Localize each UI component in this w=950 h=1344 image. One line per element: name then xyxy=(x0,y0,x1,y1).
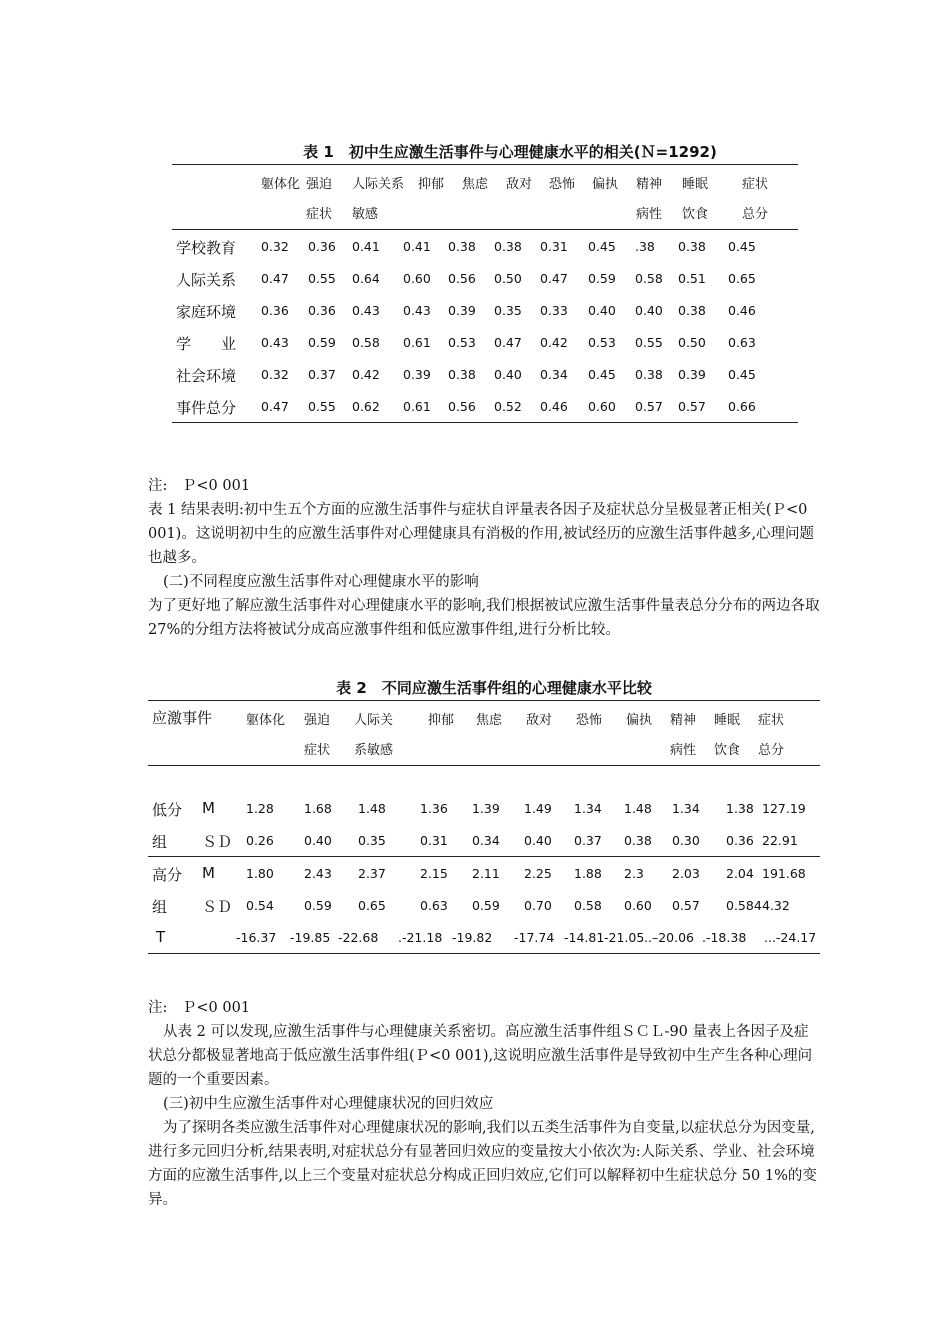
table-2-value-cell: 127.19 xyxy=(762,801,806,816)
table-2-header-cell: 人际关 xyxy=(354,713,394,728)
table-1-value-cell: 0.58 xyxy=(352,335,380,350)
table-2-value-cell: 0.54 xyxy=(246,898,274,913)
table-2-value-cell: 0.60 xyxy=(624,898,652,913)
table-1-value-cell: 0.61 xyxy=(403,399,431,414)
table-1-value-cell: 0.66 xyxy=(728,399,756,414)
table-2-value-cell: 0.65 xyxy=(358,898,386,913)
table-2-stat-label: ＳＤ xyxy=(202,898,233,916)
table-2-value-cell: 4.32 xyxy=(762,898,790,913)
table-2-value-cell: 22.91 xyxy=(762,833,798,848)
table-2-value-cell: 0.63 xyxy=(420,898,448,913)
table-1-value-cell: 0.51 xyxy=(678,271,706,286)
table-1-value-cell: 0.43 xyxy=(261,335,289,350)
table-1-header-cell: 偏执 xyxy=(592,177,619,192)
table-1-value-cell: 0.36 xyxy=(308,239,336,254)
table-1-value-cell: 0.60 xyxy=(588,399,616,414)
table-2-value-cell: 2.37 xyxy=(358,866,386,881)
table-1-row-label: 学 业 xyxy=(176,335,237,353)
table-1-value-cell: 0.43 xyxy=(403,303,431,318)
table-2-header-cell: 敌对 xyxy=(526,713,553,728)
table-1-value-cell: 0.55 xyxy=(308,271,336,286)
table-2-t-row xyxy=(148,921,820,953)
table-1-value-cell: 0.38 xyxy=(448,239,476,254)
table-1-value-cell: 0.38 xyxy=(448,367,476,382)
table-1-value-cell: 0.61 xyxy=(403,335,431,350)
table-2-value-cell: 0.40 xyxy=(524,833,552,848)
table-2-value-cell: 1.36 xyxy=(420,801,448,816)
table-2-value-cell: 2.25 xyxy=(524,866,552,881)
table-1-header-cell: 症状 xyxy=(742,177,769,192)
table-2-header-cell: 系敏感 xyxy=(354,743,394,758)
table-2-value-cell: 0.584 xyxy=(726,898,762,913)
table-2-value-cell: 2.43 xyxy=(304,866,332,881)
table-1-value-cell: 0.57 xyxy=(678,399,706,414)
paragraph-1: 表 1 结果表明:初中生五个方面的应激生活事件与症状自评量表各因子及症状总分呈极显著正相关(Ｐ<0 001)。这说明初中生的应激生活事件对心理健康具有消极的作用,被试经历的应激生活事件越多,心理问题也越多。 xyxy=(148,502,815,566)
table-2-value-cell: 2.04 xyxy=(726,866,754,881)
table-1-value-cell: 0.38 xyxy=(635,367,663,382)
table-1-header-cell: 敏感 xyxy=(352,207,379,222)
table-1-header-cell: 病性 xyxy=(636,207,663,222)
table-1-value-cell: 0.47 xyxy=(261,399,289,414)
table-2-t-value-cell: -14.81 xyxy=(564,930,605,945)
table-1-value-cell: 0.59 xyxy=(588,271,616,286)
table-2-header-cell: 强迫 xyxy=(304,713,331,728)
table-1-row xyxy=(172,262,798,294)
table-1-value-cell: 0.34 xyxy=(540,367,568,382)
table-1-value-cell: 0.64 xyxy=(352,271,380,286)
table-2-value-cell: 1.88 xyxy=(574,866,602,881)
table-2-value-cell: 0.58 xyxy=(574,898,602,913)
table-2-stat-label: M xyxy=(202,864,215,882)
table-1-row xyxy=(172,390,798,422)
table-1-value-cell: 0.50 xyxy=(678,335,706,350)
table-1-value-cell: 0.63 xyxy=(728,335,756,350)
table-1-value-cell: 0.42 xyxy=(352,367,380,382)
table-2-value-cell: 0.30 xyxy=(672,833,700,848)
table-1-header-cell: 强迫 xyxy=(306,177,333,192)
table-2-stat-label: M xyxy=(202,799,215,817)
table-2-t-value-cell: .-21.18 xyxy=(398,930,443,945)
table-1-header-cell: 抑郁 xyxy=(418,177,445,192)
table-1-header-cell: 症状 xyxy=(306,207,333,222)
table-1-row-label: 人际关系 xyxy=(176,271,237,289)
table-2-header-cell: 抑郁 xyxy=(428,713,455,728)
table-1-value-cell: 0.33 xyxy=(540,303,568,318)
table-1-value-cell: 0.62 xyxy=(352,399,380,414)
heading-2: (二)不同程度应激生活事件对心理健康水平的影响 xyxy=(163,574,479,590)
table-1-body xyxy=(172,229,798,423)
table-1-value-cell: 0.42 xyxy=(540,335,568,350)
table-1-header-cell: 精神 xyxy=(636,177,663,192)
table-2-value-cell: 1.39 xyxy=(472,801,500,816)
table-2-header-cell: 躯体化 xyxy=(246,713,286,728)
table-2-value-cell: 2.03 xyxy=(672,866,700,881)
table-2-header xyxy=(148,700,820,765)
table-1-value-cell: 0.45 xyxy=(728,239,756,254)
table-2-row xyxy=(148,857,820,889)
table-1-value-cell: 0.43 xyxy=(352,303,380,318)
table-1-value-cell: 0.53 xyxy=(588,335,616,350)
table-1-row-label: 家庭环境 xyxy=(176,303,237,321)
table-2-t-value-cell: -19.82 xyxy=(452,930,493,945)
table-2-value-cell: 0.38 xyxy=(624,833,652,848)
table-1-caption: 表 1 初中生应激生活事件与心理健康水平的相关(Ｎ=1292) xyxy=(303,143,717,161)
table-2-value-cell: 0.35 xyxy=(358,833,386,848)
table-2-value-cell: 1.80 xyxy=(246,866,274,881)
table-2-header-cell: 焦虑 xyxy=(476,713,503,728)
table-2-t-value-cell: -16.37 xyxy=(236,930,277,945)
table-2-value-cell: 0.59 xyxy=(304,898,332,913)
table-2-t-value-cell: -19.85 xyxy=(290,930,331,945)
table-1-value-cell: 0.36 xyxy=(308,303,336,318)
table-2-header-cell: 偏执 xyxy=(626,713,653,728)
table-1-value-cell: 0.47 xyxy=(494,335,522,350)
section-table-1-discussion xyxy=(148,474,820,642)
table-1-value-cell: 0.32 xyxy=(261,367,289,382)
table-2-group-label: 组 xyxy=(152,898,168,916)
table-2 xyxy=(148,676,820,954)
table-1-value-cell: 0.46 xyxy=(540,399,568,414)
table-1-value-cell: 0.40 xyxy=(494,367,522,382)
table-2-value-cell: 1.68 xyxy=(304,801,332,816)
table-2-value-cell: 0.37 xyxy=(574,833,602,848)
table-2-value-cell: 2.3 xyxy=(624,866,644,881)
table-2-group-label: 组 xyxy=(152,833,168,851)
table-1-value-cell: .38 xyxy=(635,239,655,254)
table-1-value-cell: 0.47 xyxy=(261,271,289,286)
table-2-row xyxy=(148,792,820,824)
table-1-value-cell: 0.35 xyxy=(494,303,522,318)
table-1-value-cell: 0.31 xyxy=(540,239,568,254)
table-2-value-cell: 0.26 xyxy=(246,833,274,848)
table-2-value-cell: 0.40 xyxy=(304,833,332,848)
table-2-value-cell: 1.34 xyxy=(574,801,602,816)
table-1-value-cell: 0.38 xyxy=(678,303,706,318)
table-1-value-cell: 0.36 xyxy=(261,303,289,318)
table-2-value-cell: 1.49 xyxy=(524,801,552,816)
table-1-value-cell: 0.40 xyxy=(635,303,663,318)
table-1-header-cell: 焦虑 xyxy=(462,177,489,192)
table-2-header-cell: 饮食 xyxy=(714,743,741,758)
table-1-value-cell: 0.41 xyxy=(352,239,380,254)
paragraph-3: 从表 2 可以发现,应激生活事件与心理健康关系密切。高应激生活事件组ＳＣＬ-90 量表上各因子及症状总分都极显著地高于低应激生活事件组(Ｐ<0 001),这说明应激生活事件是导致初中生产生各种心理问题的一个重要因素。 xyxy=(148,1024,813,1088)
table-1-header-cell: 恐怖 xyxy=(549,177,576,192)
table-1-value-cell: 0.55 xyxy=(635,335,663,350)
table-1-value-cell: 0.50 xyxy=(494,271,522,286)
table-1-value-cell: 0.39 xyxy=(678,367,706,382)
table-1-value-cell: 0.45 xyxy=(588,239,616,254)
paragraph-2: 为了更好地了解应激生活事件对心理健康水平的影响,我们根据被试应激生活事件量表总分分布的两边各取 27%的分组方法将被试分成高应激事件组和低应激事件组,进行分析比较。 xyxy=(148,598,820,638)
section-table-2-discussion xyxy=(148,996,820,1212)
table-1-value-cell: 0.39 xyxy=(403,367,431,382)
table-1-value-cell: 0.60 xyxy=(403,271,431,286)
table-1-header-cell: 饮食 xyxy=(682,207,709,222)
table-1-value-cell: 0.45 xyxy=(728,367,756,382)
table-2-value-cell: 2.11 xyxy=(472,866,500,881)
table-2-value-cell: 1.48 xyxy=(624,801,652,816)
note-2: 注: Ｐ<0 001 xyxy=(148,1000,251,1016)
table-1-header xyxy=(172,164,798,229)
heading-3: (三)初中生应激生活事件对心理健康状况的回归效应 xyxy=(163,1096,494,1112)
table-1-value-cell: 0.65 xyxy=(728,271,756,286)
table-2-row xyxy=(148,889,820,921)
table-2-value-cell: 0.36 xyxy=(726,833,754,848)
table-1-row xyxy=(172,326,798,358)
table-1-row-label: 社会环境 xyxy=(176,367,237,385)
table-1-value-cell: 0.53 xyxy=(448,335,476,350)
table-1 xyxy=(172,140,798,423)
table-1-value-cell: 0.52 xyxy=(494,399,522,414)
table-2-header-cell: 精神 xyxy=(670,713,697,728)
table-2-value-cell: 1.28 xyxy=(246,801,274,816)
table-1-value-cell: 0.40 xyxy=(588,303,616,318)
table-2-value-cell: 1.38 xyxy=(726,801,754,816)
table-2-header-cell: 症状 xyxy=(304,743,331,758)
table-1-value-cell: 0.38 xyxy=(678,239,706,254)
table-1-value-cell: 0.47 xyxy=(540,271,568,286)
table-2-value-cell: 191.68 xyxy=(762,866,806,881)
table-2-t-value-cell: ...-24.17 xyxy=(764,930,817,945)
table-2-value-cell: 2.15 xyxy=(420,866,448,881)
table-1-value-cell: 0.55 xyxy=(308,399,336,414)
table-1-value-cell: 0.46 xyxy=(728,303,756,318)
table-1-header-cell: 人际关系 xyxy=(352,177,405,192)
table-1-header-cell: 躯体化 xyxy=(261,177,301,192)
table-1-value-cell: 0.56 xyxy=(448,399,476,414)
table-1-row-label: 事件总分 xyxy=(176,399,237,417)
table-2-group-label: 高分 xyxy=(152,866,183,884)
table-2-value-cell: 1.48 xyxy=(358,801,386,816)
note-1: 注: Ｐ<0 001 xyxy=(148,478,251,494)
table-2-header-cell: 病性 xyxy=(670,743,697,758)
table-1-value-cell: 0.58 xyxy=(635,271,663,286)
table-2-t-value-cell: .-18.38 xyxy=(702,930,747,945)
table-1-row xyxy=(172,294,798,326)
table-2-t-value-cell: ..–20.06 xyxy=(644,930,694,945)
table-2-header-cell: 症状 xyxy=(758,713,785,728)
table-1-row xyxy=(172,230,798,262)
table-2-group-label: 低分 xyxy=(152,801,183,819)
table-1-header-cell: 敌对 xyxy=(506,177,533,192)
table-2-body xyxy=(148,765,820,954)
paragraph-4: 为了探明各类应激生活事件对心理健康状况的影响,我们以五类生活事件为自变量,以症状总分为因变量,进行多元回归分析,结果表明,对症状总分有显著回归效应的变量按大小依次为:人际关系、学业、社会环境方面的应激生活事件,以上三个变量对症状总分构成正回归效应,它们可以解释初中生症状总分 50 1%的变异。 xyxy=(148,1120,817,1208)
table-1-value-cell: 0.37 xyxy=(308,367,336,382)
table-2-stat-label: ＳＤ xyxy=(202,833,233,851)
table-1-value-cell: 0.32 xyxy=(261,239,289,254)
table-2-value-cell: 0.57 xyxy=(672,898,700,913)
table-2-value-cell: 0.70 xyxy=(524,898,552,913)
table-2-t-value-cell: -21.05 xyxy=(604,930,645,945)
table-1-value-cell: 0.45 xyxy=(588,367,616,382)
table-1-value-cell: 0.56 xyxy=(448,271,476,286)
table-2-header-cell: 总分 xyxy=(758,743,785,758)
table-1-row-label: 学校教育 xyxy=(176,239,237,257)
table-2-row xyxy=(148,824,820,857)
table-2-caption: 表 2 不同应激生活事件组的心理健康水平比较 xyxy=(336,679,652,697)
table-1-value-cell: 0.38 xyxy=(494,239,522,254)
table-2-t-label: T xyxy=(156,928,166,946)
table-2-first-column-header: 应激事件 xyxy=(152,709,213,727)
table-2-value-cell: 0.34 xyxy=(472,833,500,848)
table-1-header-cell: 睡眠 xyxy=(682,177,709,192)
table-1-value-cell: 0.39 xyxy=(448,303,476,318)
table-2-value-cell: 1.34 xyxy=(672,801,700,816)
table-1-value-cell: 0.59 xyxy=(308,335,336,350)
table-2-t-value-cell: -22.68 xyxy=(338,930,379,945)
table-1-row xyxy=(172,358,798,390)
table-2-t-value-cell: -17.74 xyxy=(514,930,555,945)
table-1-value-cell: 0.57 xyxy=(635,399,663,414)
table-2-value-cell: 0.31 xyxy=(420,833,448,848)
table-1-value-cell: 0.41 xyxy=(403,239,431,254)
table-2-header-cell: 恐怖 xyxy=(576,713,603,728)
table-1-header-cell: 总分 xyxy=(742,207,769,222)
table-2-header-cell: 睡眠 xyxy=(714,713,741,728)
table-2-value-cell: 0.59 xyxy=(472,898,500,913)
